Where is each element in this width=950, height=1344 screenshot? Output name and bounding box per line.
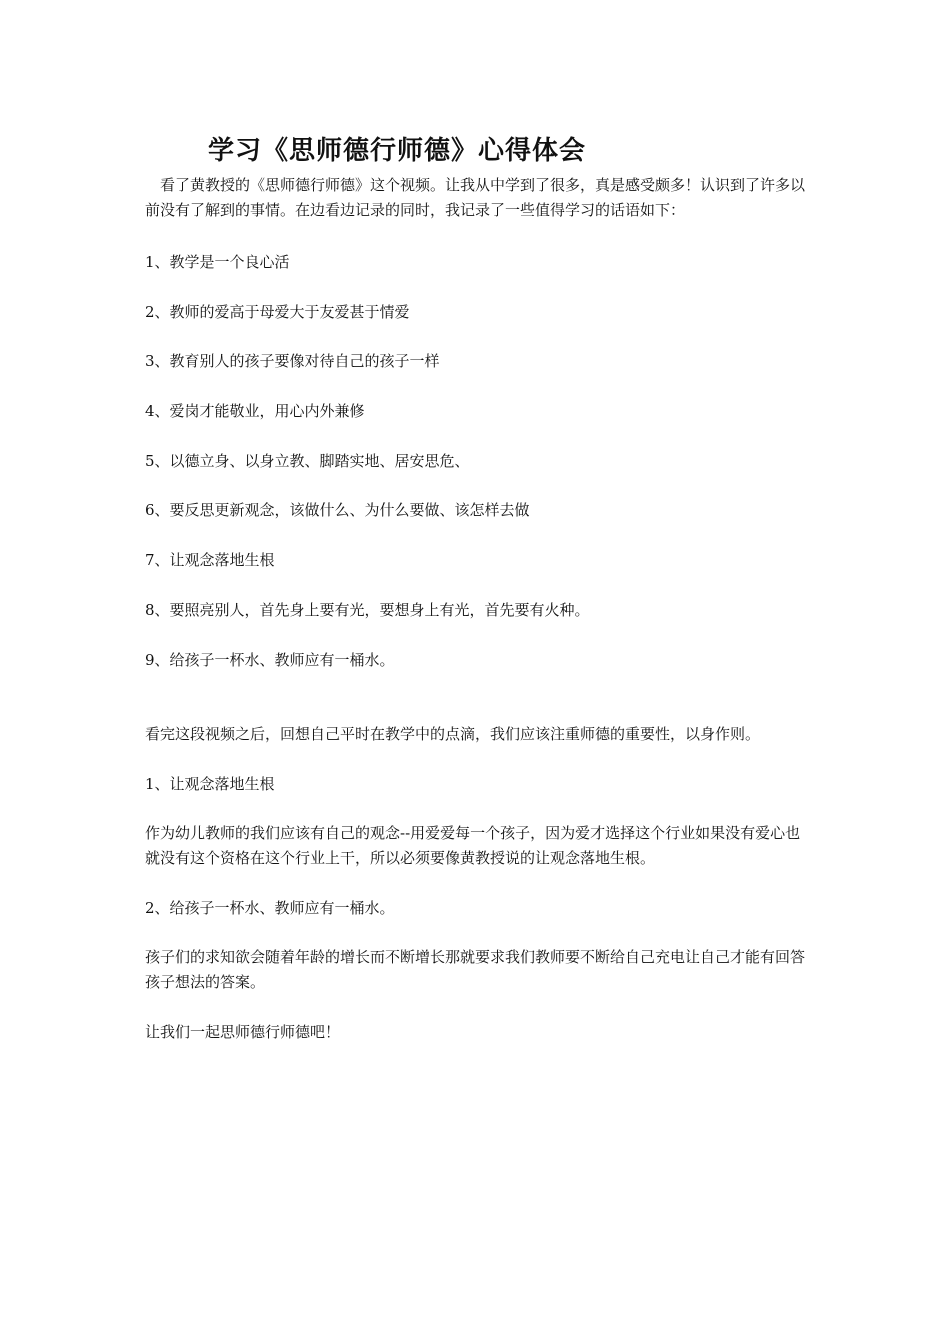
point2-body: 孩子们的求知欲会随着年龄的增长而不断增长那就要求我们教师要不断给自己充电让自己才能有回答孩子想法的答案。 (145, 948, 806, 991)
quote-item-3: 3、教育别人的孩子要像对待自己的孩子一样 (145, 352, 440, 370)
point1-body: 作为幼儿教师的我们应该有自己的观念--用爱爱每一个孩子，因为爱才选择这个行业如果没有爱心也就没有这个资格在这个行业上干，所以必须要像黄教授说的让观念落地生根。 (145, 824, 801, 867)
quote-item-2: 2、教师的爱高于母爱大于友爱甚于情爱 (145, 303, 410, 321)
point2-heading: 2、给孩子一杯水、教师应有一桶水。 (145, 899, 395, 917)
quote-item-1: 1、教学是一个良心活 (145, 253, 290, 271)
quote-item-4: 4、爱岗才能敬业，用心内外兼修 (145, 402, 365, 420)
point1-heading: 1、让观念落地生根 (145, 775, 275, 793)
quote-item-5: 5、以德立身、以身立教、脚踏实地、居安思危、 (145, 452, 470, 470)
quote-item-6: 6、要反思更新观念，该做什么、为什么要做、该怎样去做 (145, 501, 530, 519)
quote-item-8: 8、要照亮别人，首先身上要有光，要想身上有光，首先要有火种。 (145, 601, 590, 619)
quote-item-9: 9、给孩子一杯水、教师应有一桶水。 (145, 651, 395, 669)
document-title: 学习《思师德行师德》心得体会 (208, 136, 587, 166)
intro-paragraph: 看了黄教授的《思师德行师德》这个视频。让我从中学到了很多，真是感受颇多！认识到了许多以前没有了解到的事情。在边看边记录的同时，我记录了一些值得学习的话语如下： (145, 176, 806, 219)
quote-item-7: 7、让观念落地生根 (145, 551, 275, 569)
closing-line: 让我们一起思师德行师德吧！ (145, 1023, 341, 1041)
reflection-paragraph: 看完这段视频之后，回想自己平时在教学中的点滴，我们应该注重师德的重要性，以身作则。 (145, 725, 761, 743)
